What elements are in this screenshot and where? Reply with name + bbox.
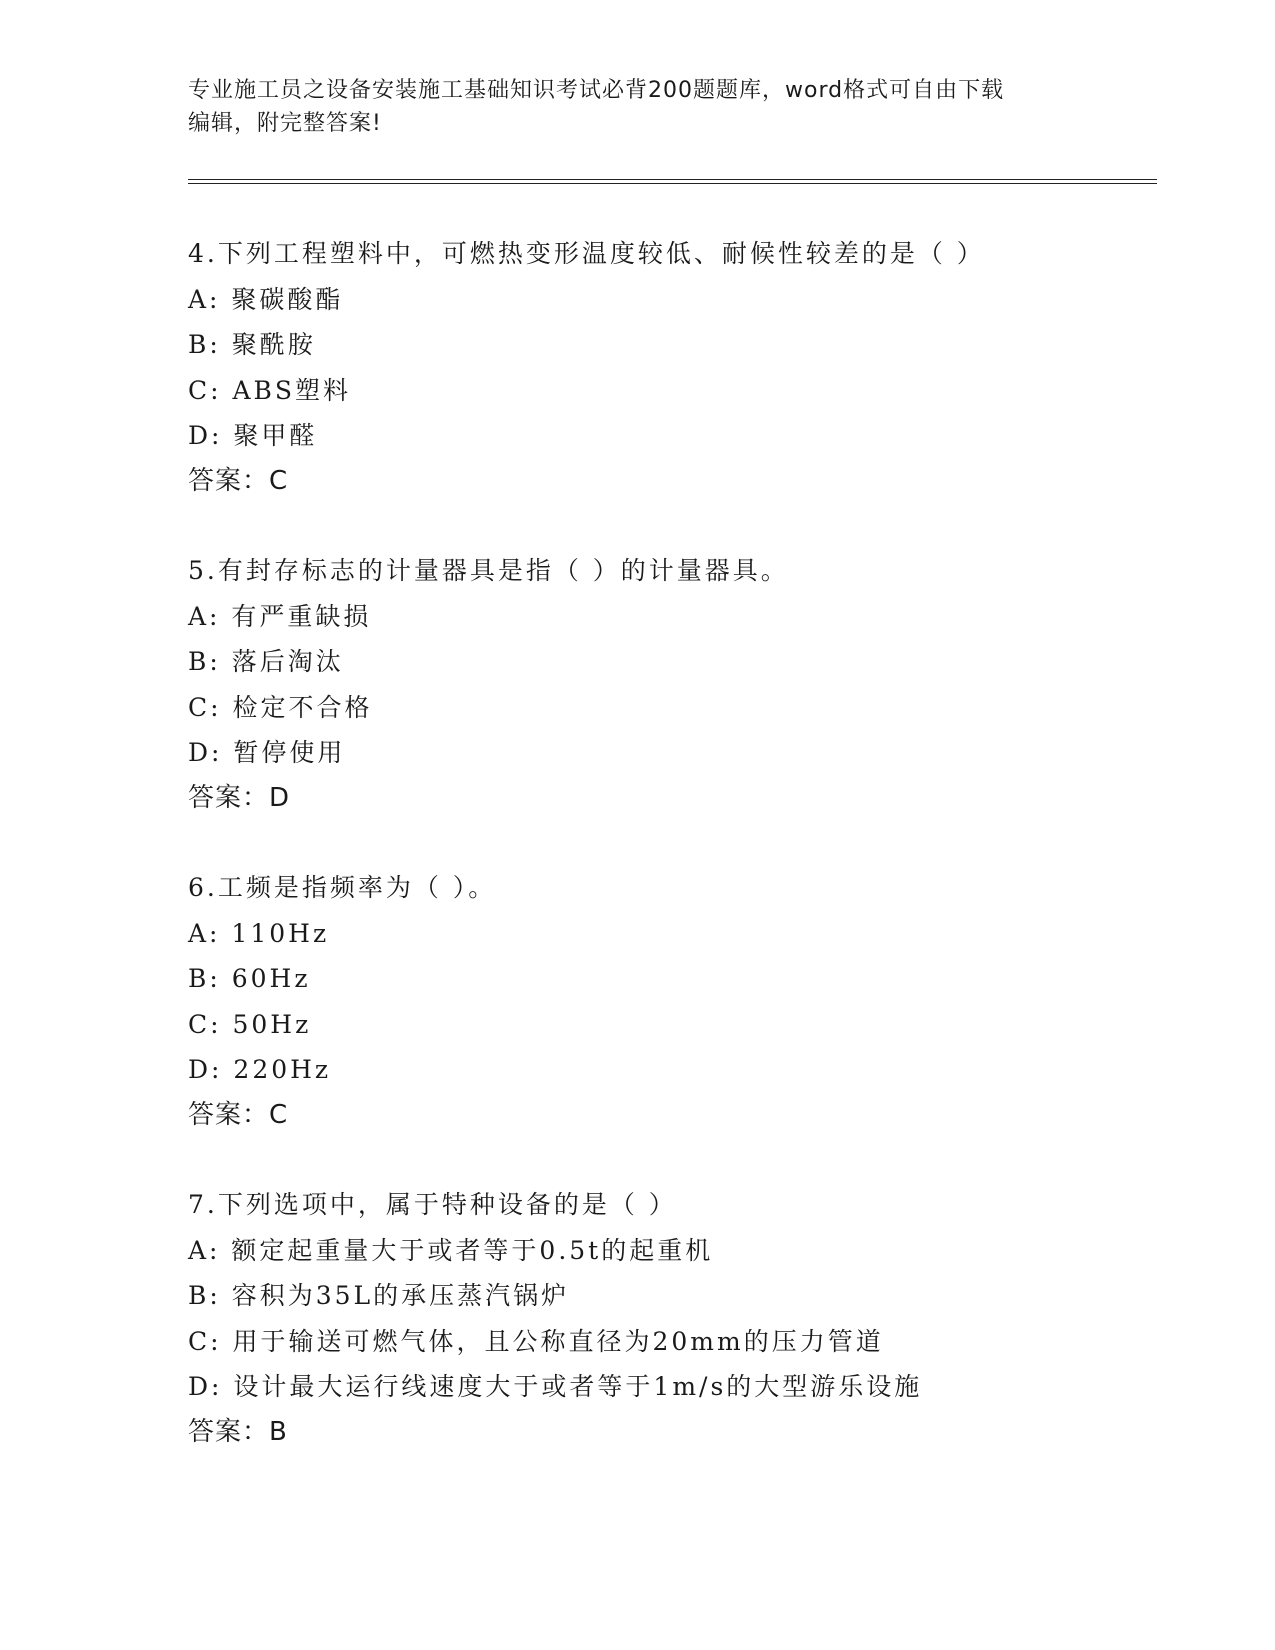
question-text: 4.下列工程塑料中，可燃热变形温度较低、耐候性较差的是（ ） <box>188 239 985 268</box>
document-header <box>188 74 1088 140</box>
header-line-2: 编辑，附完整答案! <box>188 111 382 136</box>
option-b: B: 容积为35L的承压蒸汽锅炉 <box>188 1281 570 1310</box>
answer: 答案：B <box>188 1416 288 1447</box>
question-text: 6.工频是指频率为（ ）。 <box>188 873 497 902</box>
option-c: C: 用于输送可燃气体，且公称直径为20mm的压力管道 <box>188 1326 884 1356</box>
option-b: B: 落后淘汰 <box>188 647 344 676</box>
option-a: A: 聚碳酸酯 <box>188 284 344 314</box>
option-b: B: 60Hz <box>188 964 311 993</box>
question-6 <box>188 865 1148 1138</box>
answer: 答案：C <box>188 465 289 496</box>
question-text: 7.下列选项中，属于特种设备的是（ ） <box>188 1190 677 1219</box>
question-text: 5.有封存标志的计量器具是指（ ）的计量器具。 <box>188 556 789 585</box>
option-c: C: ABS塑料 <box>188 375 352 405</box>
header-divider-top <box>188 179 1157 180</box>
question-4 <box>188 231 1148 504</box>
answer: 答案：D <box>188 782 291 813</box>
option-b: B: 聚酰胺 <box>188 330 316 359</box>
option-d: D: 220Hz <box>188 1055 332 1084</box>
option-d: D: 设计最大运行线速度大于或者等于1m/s的大型游乐设施 <box>188 1372 923 1401</box>
question-7 <box>188 1182 1148 1455</box>
option-c: C: 检定不合格 <box>188 692 373 722</box>
question-5 <box>188 548 1148 821</box>
option-d: D: 聚甲醛 <box>188 421 318 450</box>
header-line-1: 专业施工员之设备安装施工基础知识考试必背200题题库，word格式可自由下载 <box>188 78 1005 103</box>
option-d: D: 暂停使用 <box>188 738 346 767</box>
answer: 答案：C <box>188 1099 289 1130</box>
option-a: A: 有严重缺损 <box>188 601 372 631</box>
header-divider-bottom <box>188 183 1157 184</box>
option-a: A: 110Hz <box>188 918 330 948</box>
option-c: C: 50Hz <box>188 1009 312 1039</box>
option-a: A: 额定起重量大于或者等于0.5t的起重机 <box>188 1235 714 1265</box>
